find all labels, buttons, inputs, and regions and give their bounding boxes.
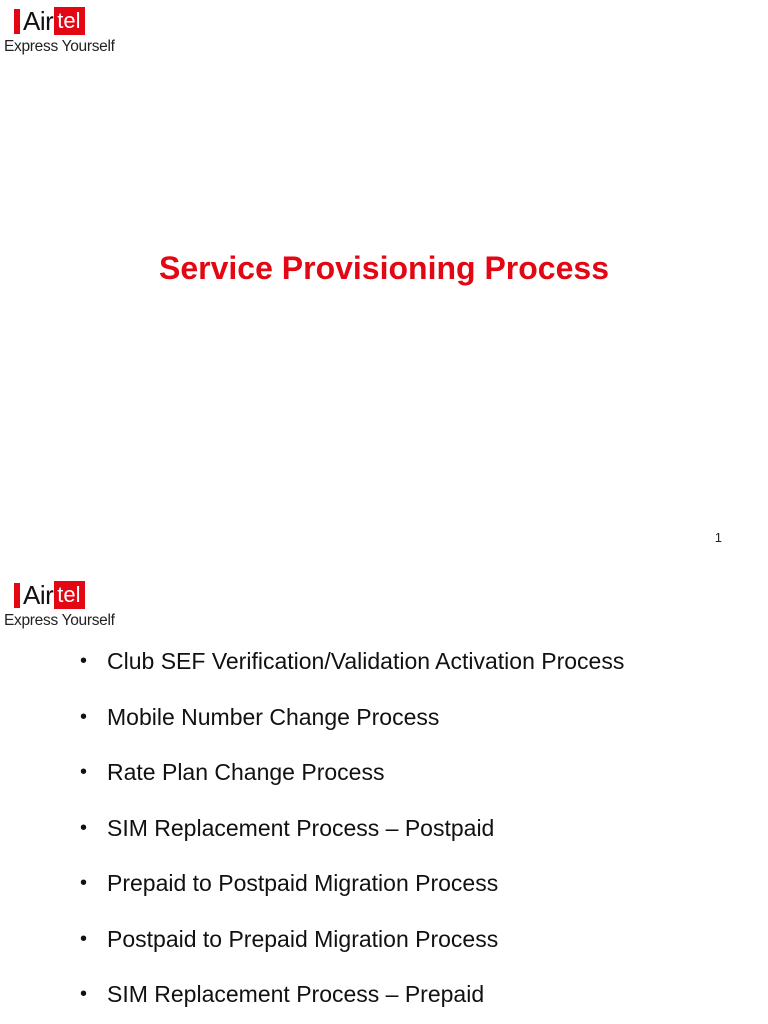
list-item-text: SIM Replacement Process – Postpaid <box>107 814 495 841</box>
list-item <box>0 757 768 813</box>
list-item <box>0 702 768 758</box>
slide-title: Service Provisioning Process <box>159 250 609 286</box>
list-item-text: Rate Plan Change Process <box>107 759 385 785</box>
list-item-text: Prepaid to Postpaid Migration Process <box>107 870 499 896</box>
list-item <box>0 979 768 1024</box>
airtel-logo <box>4 580 144 632</box>
airtel-logo <box>4 6 144 58</box>
logo-wordmark-tel: tel <box>54 581 84 609</box>
logo-wordmark-tel: tel <box>54 7 84 35</box>
bullet-icon: • <box>80 927 88 950</box>
list-item <box>0 924 768 980</box>
logo-red-bar <box>14 9 20 34</box>
bullet-icon: • <box>80 650 88 672</box>
logo-wordmark <box>14 580 85 610</box>
process-list <box>0 646 768 1024</box>
list-item <box>0 813 768 869</box>
list-item-text: SIM Replacement Process – Prepaid <box>107 981 485 1007</box>
page-number: 1 <box>714 530 722 545</box>
list-item-text: Mobile Number Change Process <box>107 703 440 730</box>
logo-red-bar <box>14 583 20 608</box>
logo-tagline: Express Yourself <box>4 612 115 629</box>
logo-wordmark <box>14 6 85 36</box>
logo-wordmark-air: Air <box>23 6 54 36</box>
logo-wordmark-air: Air <box>23 580 54 610</box>
list-item <box>0 646 768 702</box>
list-item-text: Club SEF Verification/Validation Activation Process <box>107 648 625 674</box>
slide-2 <box>0 570 768 1024</box>
bullet-icon: • <box>80 705 88 728</box>
bullet-icon: • <box>80 872 88 894</box>
bullet-icon: • <box>80 761 88 783</box>
bullet-icon: • <box>80 983 88 1005</box>
list-item-text: Postpaid to Prepaid Migration Process <box>107 925 499 952</box>
list-item <box>0 868 768 924</box>
logo-tagline: Express Yourself <box>4 38 115 55</box>
bullet-icon: • <box>80 816 88 839</box>
